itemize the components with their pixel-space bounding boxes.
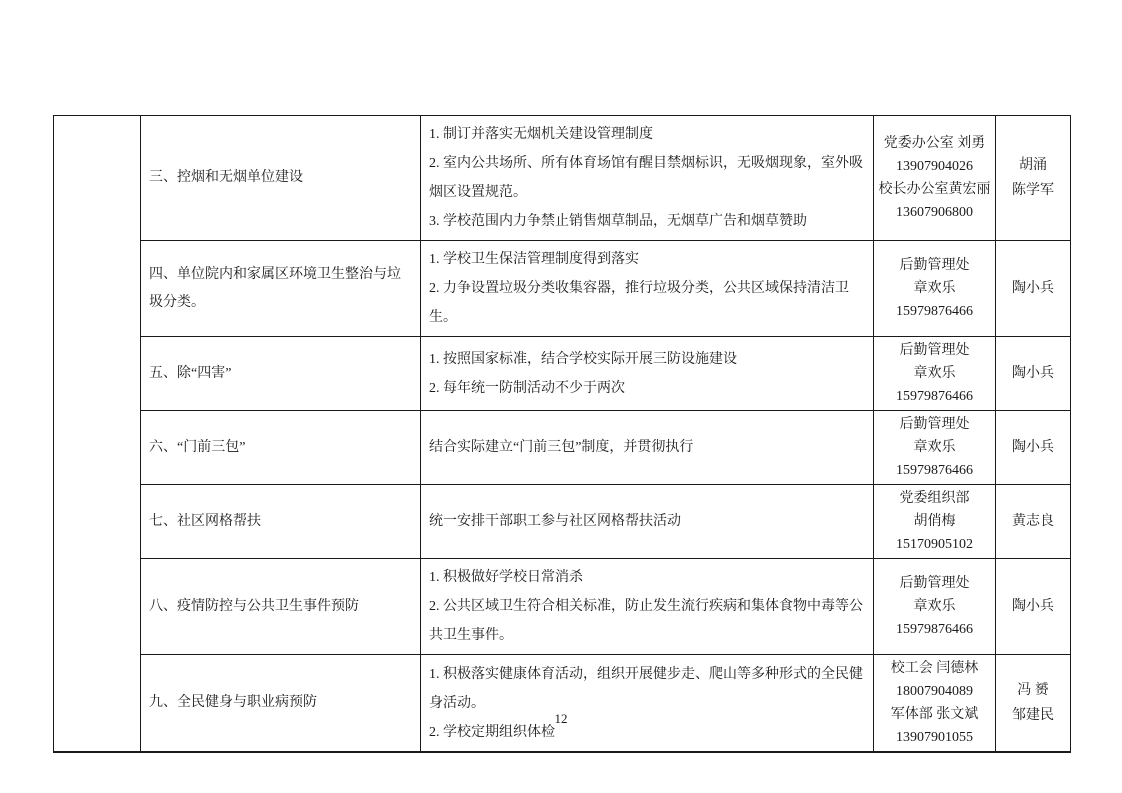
- contact-line: 校长办公室黄宏丽: [878, 182, 991, 197]
- contact-line: 校工会 闫德林: [890, 661, 979, 676]
- contact-cell: [874, 337, 996, 411]
- detail-line: 3. 学校范围内力争禁止销售烟草制品，无烟草广告和烟草赞助: [429, 214, 807, 229]
- leader-cell: [996, 411, 1071, 485]
- table-row: [54, 116, 1071, 241]
- task-name-cell: 六、“门前三包”: [141, 411, 421, 485]
- leader-cell: [996, 655, 1071, 753]
- leader-line: 黄志良: [1012, 514, 1054, 529]
- contact-line: 军体部 张文斌: [890, 707, 979, 722]
- task-details-cell: [421, 241, 874, 337]
- leader-line: 陶小兵: [1012, 281, 1054, 296]
- contact-line: 13907901055: [896, 730, 973, 745]
- detail-line: 统一安排干部职工参与社区网格帮扶活动: [429, 514, 681, 529]
- detail-line: 2. 每年统一防制活动不少于两次: [429, 380, 625, 396]
- task-name-cell: 五、除“四害”: [141, 337, 421, 411]
- contact-line: 章欢乐: [913, 366, 956, 381]
- contact-line: 15170905102: [896, 537, 973, 552]
- detail-line: 1. 按照国家标准，结合学校实际开展三防设施建设: [429, 351, 737, 367]
- contact-line: 后勤管理处: [899, 417, 970, 432]
- contact-cell: [874, 559, 996, 655]
- task-name-cell: 三、控烟和无烟单位建设: [141, 116, 421, 241]
- leader-cell: [996, 116, 1071, 241]
- table-row: [54, 337, 1071, 411]
- task-name-cell: 九、全民健身与职业病预防: [141, 655, 421, 753]
- task-details-cell: [421, 411, 874, 485]
- leader-line: 陶小兵: [1012, 599, 1054, 614]
- contact-line: 15979876466: [896, 463, 973, 478]
- contact-cell: [874, 116, 996, 241]
- task-table: [53, 115, 1071, 753]
- contact-line: 党委组织部: [899, 491, 970, 506]
- detail-line: 1. 积极做好学校日常消杀: [429, 570, 583, 585]
- leader-cell: [996, 559, 1071, 655]
- task-details-cell: [421, 485, 874, 559]
- contact-line: 胡俏梅: [913, 514, 956, 529]
- contact-line: 13607906800: [896, 205, 973, 220]
- leader-line: 陶小兵: [1012, 366, 1054, 381]
- task-details-cell: [421, 559, 874, 655]
- contact-line: 15979876466: [896, 389, 973, 404]
- contact-line: 党委办公室 刘勇: [883, 136, 986, 151]
- task-name-cell: 四、单位院内和家属区环境卫生整治与垃圾分类。: [141, 241, 421, 337]
- leader-line: 邹建民: [1012, 708, 1054, 723]
- leader-cell: [996, 485, 1071, 559]
- detail-line: 1. 学校卫生保洁管理制度得到落实: [429, 252, 639, 267]
- contact-cell: [874, 411, 996, 485]
- leader-cell: [996, 241, 1071, 337]
- task-details-cell: [421, 655, 874, 753]
- contact-line: 后勤管理处: [899, 258, 970, 273]
- detail-line: 结合实际建立“门前三包”制度，并贯彻执行: [429, 440, 694, 455]
- category-cell: [54, 116, 141, 753]
- contact-line: 章欢乐: [913, 281, 956, 296]
- leader-line: 胡涌: [1019, 158, 1047, 173]
- detail-line: 1. 积极落实健康体育活动，组织开展健步走、爬山等多种形式的全民健身活动。: [429, 666, 863, 711]
- table-row: [54, 485, 1071, 559]
- table-row: [54, 241, 1071, 337]
- contact-line: 章欢乐: [913, 599, 956, 614]
- contact-cell: [874, 485, 996, 559]
- contact-cell: [874, 655, 996, 753]
- table-row: [54, 411, 1071, 485]
- contact-line: 后勤管理处: [899, 343, 970, 358]
- table-row: [54, 559, 1071, 655]
- table-body: [54, 116, 1071, 753]
- leader-line: 陈学军: [1012, 183, 1054, 198]
- detail-line: 2. 公共区域卫生符合相关标准，防止发生流行疾病和集体食物中毒等公共卫生事件。: [429, 599, 863, 643]
- contact-cell: [874, 241, 996, 337]
- contact-line: 后勤管理处: [899, 576, 970, 591]
- page-number: 12: [554, 711, 568, 726]
- detail-line: 2. 学校定期组织体检: [429, 724, 555, 740]
- contact-line: 13907904026: [896, 159, 973, 174]
- contact-line: 15979876466: [896, 622, 973, 637]
- task-name-cell: 八、疫情防控与公共卫生事件预防: [141, 559, 421, 655]
- task-name-cell: 七、社区网格帮扶: [141, 485, 421, 559]
- task-details-cell: [421, 337, 874, 411]
- table-row: [54, 655, 1071, 753]
- contact-line: 18007904089: [896, 684, 973, 699]
- leader-cell: [996, 337, 1071, 411]
- leader-line: 冯 赟: [1017, 683, 1049, 698]
- task-details-cell: [421, 116, 874, 241]
- detail-line: 1. 制订并落实无烟机关建设管理制度: [429, 127, 653, 142]
- contact-line: 章欢乐: [913, 440, 956, 455]
- detail-line: 2. 力争设置垃圾分类收集容器，推行垃圾分类，公共区域保持清洁卫生。: [429, 281, 849, 325]
- contact-line: 15979876466: [896, 304, 973, 319]
- detail-line: 2. 室内公共场所、所有体育场馆有醒目禁烟标识，无吸烟现象，室外吸烟区设置规范。: [429, 156, 863, 200]
- leader-line: 陶小兵: [1012, 440, 1054, 455]
